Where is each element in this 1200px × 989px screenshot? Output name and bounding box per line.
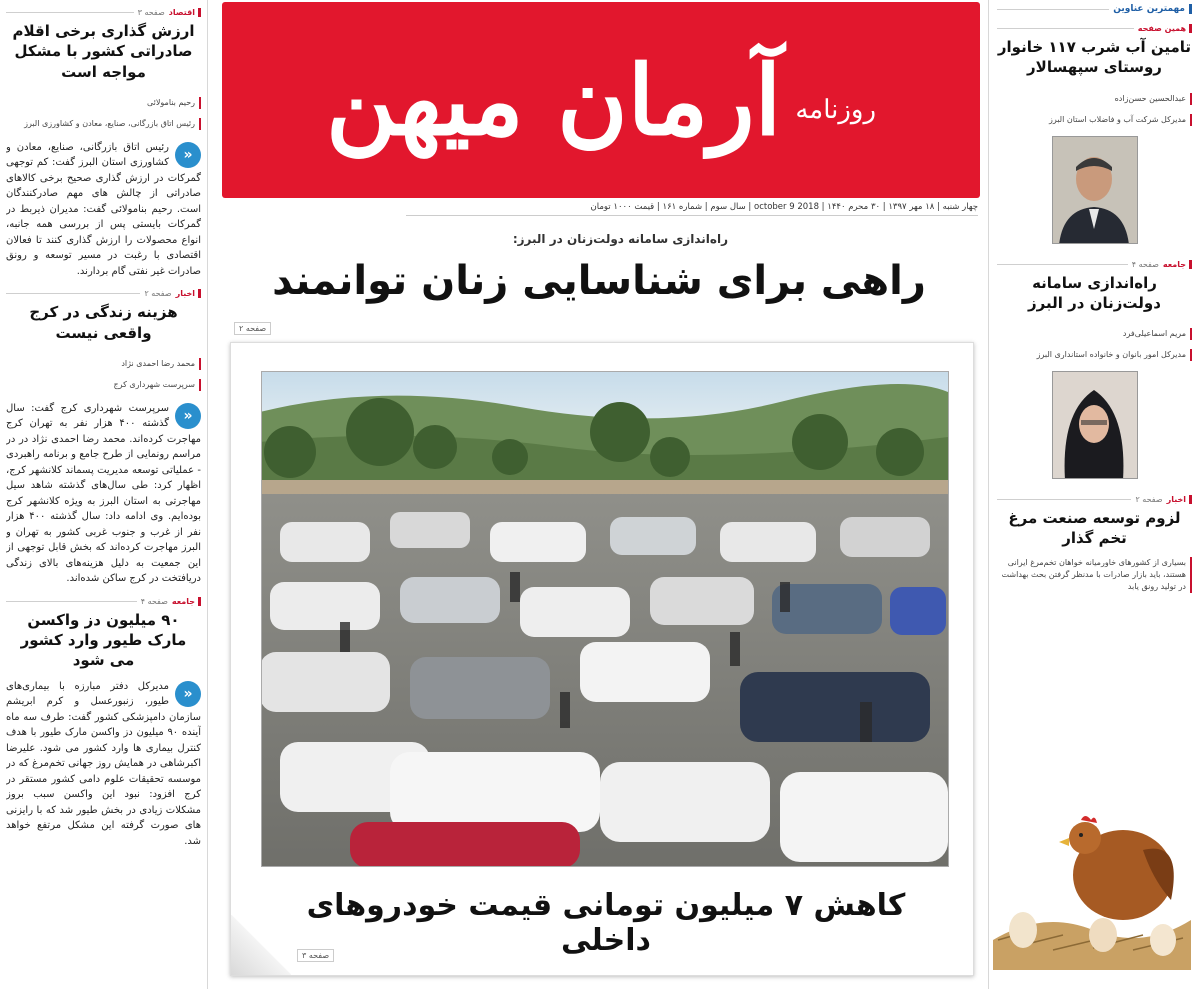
byline-title: مدیرکل امور بانوان و خانواده استانداری البرز	[1037, 349, 1192, 361]
story-body: سرپرست شهرداری کرج گفت: سال گذشته ۴۰۰ هزار نفر به تهران کرج مهاجرت کرده‌اند. محمد رضا احمدی نژاد در در مراسم رونمایی از طرح جامع و برنامه راهبردی - عملیاتی توسعه مدیریت پسماند کلانشهر کرج، اظهار کرد: طی سال‌های گذشته شاهد سیل مهاجرتی به استان البرز به ویژه کلانشهر کرج بوده‌ایم. وی ادامه داد: سال گذشته ۴۰۰ هزار نفر از غرب و جنوب غربی کشور به تهران و البرز مهاجرت کرده‌اند که بخش قابل توجهی از این جمعیت به دلیل هزینه‌های بالای زندگی دریافتخت در کرج ساکن شده‌اند.	[6, 402, 201, 585]
double-chevron-icon: «	[175, 681, 201, 707]
lead-headline[interactable]: راهی برای شناسایی زنان توانمند	[272, 258, 926, 304]
byline-title: سرپرست شهرداری کرج	[113, 379, 201, 391]
story-tag	[997, 260, 1192, 269]
tag-divider	[997, 499, 1131, 500]
top-headlines-text: مهمترین عناوین	[1113, 4, 1185, 14]
car-market-photo[interactable]	[261, 371, 949, 867]
page-label: صفحه ۴	[140, 596, 168, 606]
story-tag	[997, 495, 1192, 504]
story-tag	[6, 8, 201, 17]
page-label: صفحه ۲	[1135, 495, 1163, 504]
category-label: جامعه	[1163, 260, 1192, 269]
tag-divider	[997, 9, 1109, 10]
tag-divider	[6, 601, 137, 602]
right-story-1	[997, 20, 1192, 250]
photo-story-page-ref: صفحه ۳	[297, 949, 334, 962]
tag-divider	[6, 293, 140, 294]
top-headlines-label	[997, 4, 1192, 14]
tag-divider	[6, 12, 134, 13]
page-curl	[231, 915, 291, 975]
dateline: چهار شنبه | ۱۸ مهر ۱۳۹۷ | ۳۰ محرم ۱۴۴۰ | 2018 october 9 | سال سوم | شماره ۱۶۱ | قیمت ۱۰۰۰ تومان	[406, 202, 978, 216]
byline-name: عبدالحسین حسن‌زاده	[1115, 93, 1192, 105]
left-story-3	[6, 593, 201, 849]
story-tag	[6, 597, 201, 606]
right-story-2	[997, 256, 1192, 486]
story-body: مدیرکل دفتر مبارزه با بیماری‌های طیور، زنبورعسل و کرم ابریشم سازمان دامپزشکی کشور گفت: طرف سه ماه آینده ۹۰ میلیون دز واکسن مارک طیور با هدف کنترل بیماری ها وارد کشور می شود. علیرضا اکبرشاهی در همایش روز جهانی تخم‌مرغ که در موسسه تحقیقات علوم دامی کشور مستقر در کرج افزود: نبود این واکسن سبب بروز مشکلات زیادی در بخش طیور شد که با رایزنی های صورت گرفته این مشکل مرتفع خواهد شد.	[6, 680, 201, 847]
photo-story-frame	[230, 342, 974, 976]
story-body: رئیس اتاق بازرگانی، صنایع، معادن و کشاورزی استان البرز گفت: کم توجهی گمرکات در ارزش گذاری صحیح برخی کالاهای صادراتی از چالش های مهم صادرکنندگان است. رحیم بنامولائی گفت: مدیران ذیربط در گمرکات بایستی پس از بررسی همه جانبه، انواع محصولات را ارزش گذاری کنند تا فعالان اقتصادی با رغبت در مسیر توسعه و رونق صادرات غیر نفتی گام بردارند.	[6, 141, 201, 277]
story-headline[interactable]: ۹۰ میلیون دز واکسن مارک طیور وارد کشور می شود	[20, 610, 187, 670]
center-column	[214, 0, 984, 989]
page-label: صفحه ۳	[137, 8, 165, 17]
lead-page-ref: صفحه ۲	[234, 322, 271, 335]
story-headline[interactable]: ارزش گذاری برخی اقلام صادراتی کشور با مشکل مواجه است	[12, 22, 195, 81]
byline-name: محمد رضا احمدی نژاد	[121, 358, 201, 370]
category-label: اخبار	[176, 289, 201, 298]
page-label: صفحه ۴	[1131, 259, 1159, 269]
hen-eggs-illustration	[993, 790, 1191, 970]
tag-divider	[997, 28, 1134, 29]
right-story-3	[997, 491, 1192, 601]
story-headline[interactable]: تامین آب شرب ۱۱۷ خانوار روستای سپهسالار	[997, 38, 1192, 77]
portrait-photo-woman	[1052, 371, 1138, 479]
masthead-title: آرمان میهن	[325, 43, 782, 157]
double-chevron-icon: «	[175, 142, 201, 168]
portrait-photo-man	[1052, 136, 1138, 244]
tag-divider	[997, 264, 1128, 265]
left-column	[0, 0, 208, 989]
story-headline[interactable]: لزوم توسعه صنعت مرغ تخم گذار	[1008, 509, 1181, 548]
byline-title: مدیرکل شرکت آب و فاضلاب استان البرز	[1049, 114, 1192, 126]
masthead-prefix: روزنامه	[795, 95, 877, 125]
car-market-illustration	[261, 372, 948, 867]
photo-story-headline[interactable]: کاهش ۷ میلیون تومانی قیمت خودروهای داخلی	[306, 888, 906, 958]
masthead	[222, 2, 980, 198]
byline-name: مریم اسماعیلی‌فرد	[1123, 328, 1192, 340]
double-chevron-icon: «	[175, 403, 201, 429]
left-story-1	[6, 4, 201, 279]
story-headline[interactable]: هزینه زندگی در کرج واقعی نیست	[29, 303, 178, 342]
category-label: اقتصاد	[169, 8, 201, 17]
category-label: جامعه	[172, 597, 201, 606]
category-label: همین صفحه	[1138, 24, 1192, 33]
right-column	[988, 0, 1200, 989]
page-label: صفحه ۲	[144, 289, 172, 299]
story-tag	[997, 24, 1192, 33]
byline-title: رئیس اتاق بازرگانی، صنایع، معادن و کشاورزی البرز	[24, 118, 201, 130]
byline-name: رحیم بنامولائی	[147, 97, 201, 109]
story-headline[interactable]: راه‌اندازی سامانه دولت‌زنان در البرز	[1028, 273, 1161, 312]
category-label: اخبار	[1167, 495, 1192, 504]
story-summary: بسیاری از کشورهای خاورمیانه خواهان تخم‌مرغ ایرانی هستند، باید بازار صادرات با مدنظر گرفتن بحث بهداشت در تولید رونق یابد	[997, 557, 1192, 593]
story-tag	[6, 289, 201, 298]
lead-kicker: راه‌اندازی سامانه دولت‌زنان در البرز:	[512, 232, 728, 246]
left-story-2	[6, 285, 201, 587]
